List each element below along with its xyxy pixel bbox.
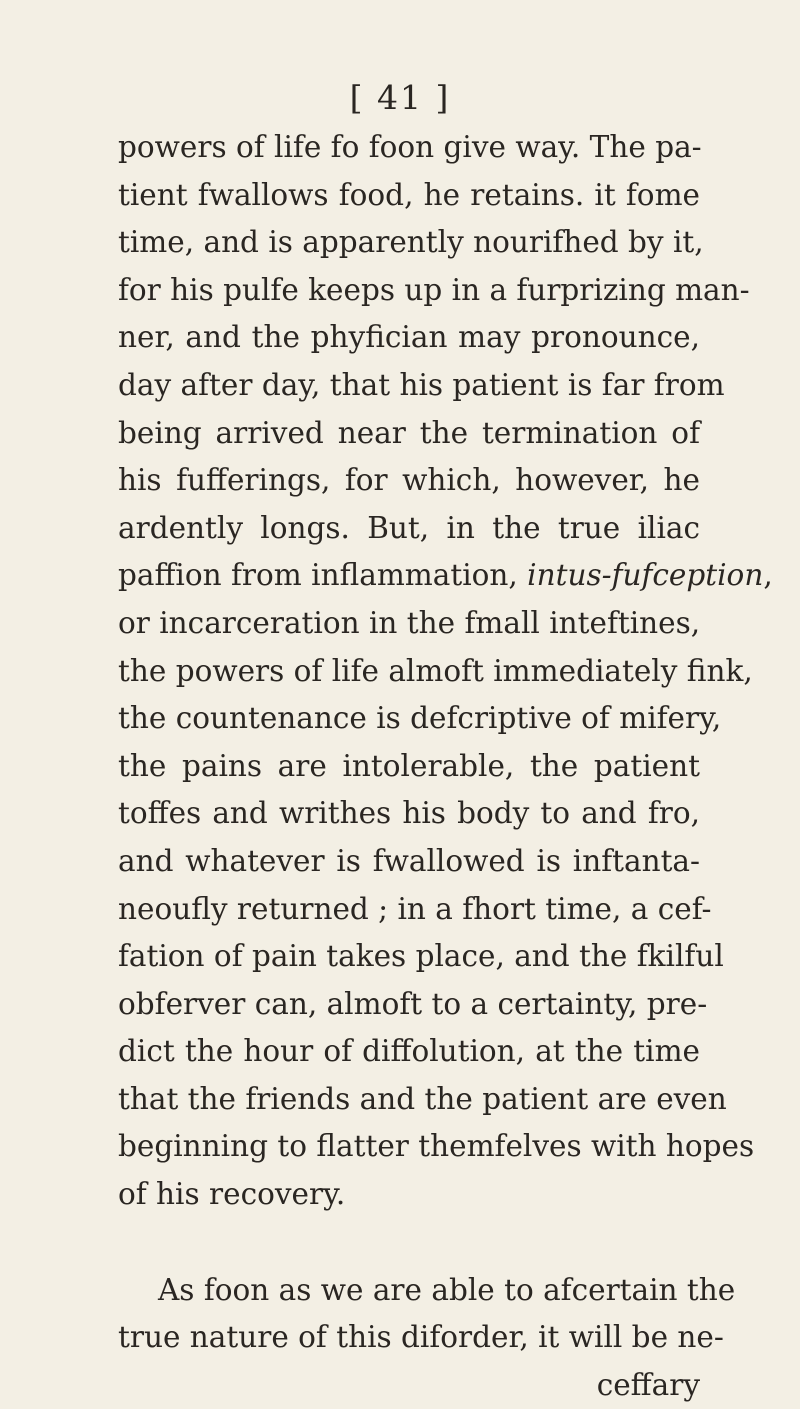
text-line: paffion from inflammation, intus-fufception, — [118, 558, 773, 593]
text-line: that the friends and the patient are even — [118, 1081, 727, 1116]
paragraph-gap — [118, 1219, 700, 1267]
text-line: time, and is apparently nourifhed by it, — [118, 225, 704, 260]
page-number: [ 41 ] — [349, 78, 451, 117]
text-line: his fufferings, for which, however, he — [118, 463, 700, 498]
text-line: neoufly returned ; in a fhort time, a cef- — [118, 891, 712, 926]
text-line: tient fwallows food, he retains. it fome — [118, 177, 700, 212]
text-line: ner, and the phyfician may pronounce, — [118, 320, 700, 355]
text-line: obferver can, almoft to a certainty, pre- — [118, 986, 708, 1021]
text-line: day after day, that his patient is far from — [118, 367, 725, 402]
text-line: or incarceration in the fmall inteftines, — [118, 605, 701, 640]
catchword: ceffary — [596, 1367, 700, 1402]
text-line: fation of pain takes place, and the fkilful — [118, 939, 724, 974]
text-line: being arrived near the termination of — [118, 415, 700, 450]
text-line-italic-term — [118, 552, 773, 600]
text-line: of his recovery. — [118, 1177, 346, 1212]
text-line: dict the hour of diffolution, at the time — [118, 1034, 700, 1069]
text-line: the countenance is defcriptive of mifery, — [118, 701, 722, 736]
text-line: powers of life fo foon give way. The pa- — [118, 130, 702, 164]
text-line: As foon as we are able to afcertain the — [158, 1272, 736, 1307]
text-line: the powers of life almoft immediately fink, — [118, 653, 753, 688]
text-line: ardently longs. But, in the true iliac — [118, 510, 700, 545]
text-line: beginning to flatter themfelves with hopes — [118, 1129, 755, 1164]
text-line: the pains are intolerable, the patient — [118, 748, 700, 783]
text-line: true nature of this diforder, it will be ne- — [118, 1320, 724, 1355]
text-line: and whatever is fwallowed is inftanta- — [118, 843, 700, 878]
italic-term: intus-fufception — [527, 558, 764, 593]
body-text — [118, 124, 773, 1409]
text-line: for his pulfe keeps up in a furprizing man- — [118, 272, 750, 307]
text-line: toffes and writhes his body to and fro, — [118, 796, 700, 831]
